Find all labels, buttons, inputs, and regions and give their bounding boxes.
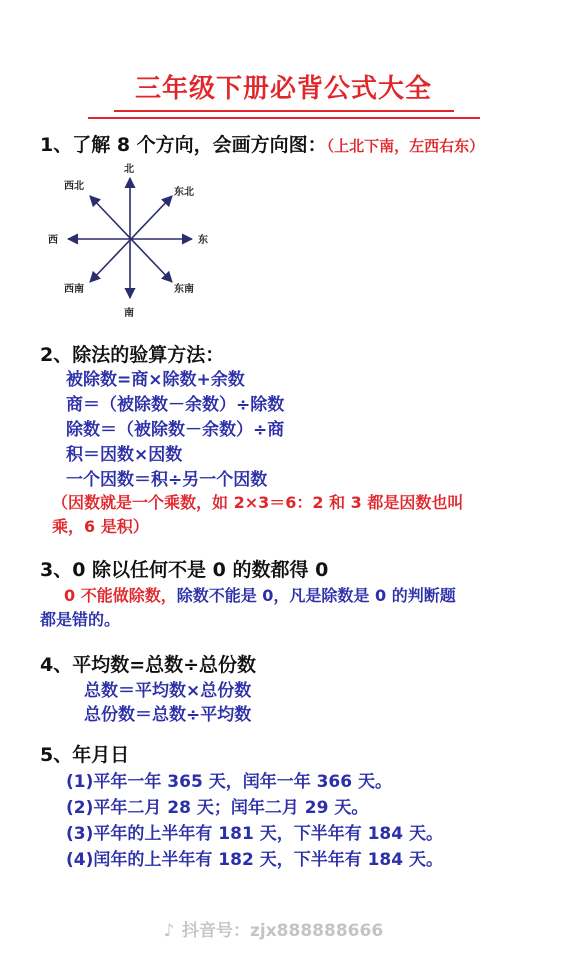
zero-rule-line-2 (40, 607, 120, 630)
division-check-line-2: 商＝（被除数－余数）÷除数 (66, 395, 285, 415)
zero-rule-red-text: 0 不能做除数， (64, 586, 177, 605)
page-title: 三年级下册必背公式大全 (134, 74, 432, 104)
compass-label-northeast: 东北 (174, 187, 194, 198)
compass-label-west: 西 (48, 235, 58, 246)
zero-rule-blue-text: 除数不能是 0，凡是除数是 0 的判断题 (176, 586, 456, 605)
compass-label-east: 东 (198, 235, 208, 246)
compass-label-north: 北 (124, 164, 134, 175)
average-formula-line-1: 总数＝平均数×总份数 (84, 681, 252, 701)
section4-heading: 4、平均数=总数÷总份数 (40, 654, 257, 676)
compass-label-south: 南 (124, 308, 134, 319)
zero-rule-blue-text-2: 都是错的。 (40, 610, 121, 629)
compass-diagram (44, 160, 224, 320)
division-check-line-4: 积＝因数×因数 (66, 445, 183, 465)
division-check-line-5: 一个因数＝积÷另一个因数 (66, 470, 268, 490)
section5-heading: 5、年月日 (40, 744, 130, 766)
section2-heading: 2、除法的验算方法： (40, 344, 225, 366)
factor-note-line-1: （因数就是一个乘数，如 2×3＝6：2 和 3 都是因数也叫 (52, 493, 464, 512)
calendar-fact-1: (1)平年一年 365 天，闰年一年 366 天。 (66, 772, 393, 792)
division-check-line-3: 除数＝（被除数－余数）÷商 (66, 420, 285, 440)
zero-rule-line-1 (64, 583, 456, 606)
title-underline-top (114, 110, 454, 112)
average-formula-line-2: 总份数＝总数÷平均数 (84, 705, 252, 725)
section1-heading-text: 1、了解 8 个方向，会画方向图： (40, 134, 327, 156)
calendar-fact-2: (2)平年二月 28 天；闰年二月 29 天。 (66, 798, 369, 818)
title-underline-bottom (88, 117, 480, 119)
watermark (160, 916, 383, 941)
watermark-text: 抖音号：zjx888888666 (182, 921, 384, 941)
section1-heading (40, 130, 484, 157)
section3-heading: 3、0 除以任何不是 0 的数都得 0 (40, 559, 329, 581)
douyin-logo-icon: ♪ (163, 921, 175, 941)
factor-note-line-2: 乘，6 是积） (52, 517, 149, 536)
compass-label-northwest: 西北 (64, 181, 84, 192)
section1-note: （上北下南，左西右东） (326, 137, 485, 155)
calendar-fact-3: (3)平年的上半年有 181 天，下半年有 184 天。 (66, 824, 444, 844)
calendar-fact-4: (4)闰年的上半年有 182 天，下半年有 184 天。 (66, 850, 444, 870)
division-check-line-1: 被除数=商×除数+余数 (66, 370, 245, 390)
compass-label-southwest: 西南 (64, 284, 84, 295)
compass-label-southeast: 东南 (174, 284, 194, 295)
